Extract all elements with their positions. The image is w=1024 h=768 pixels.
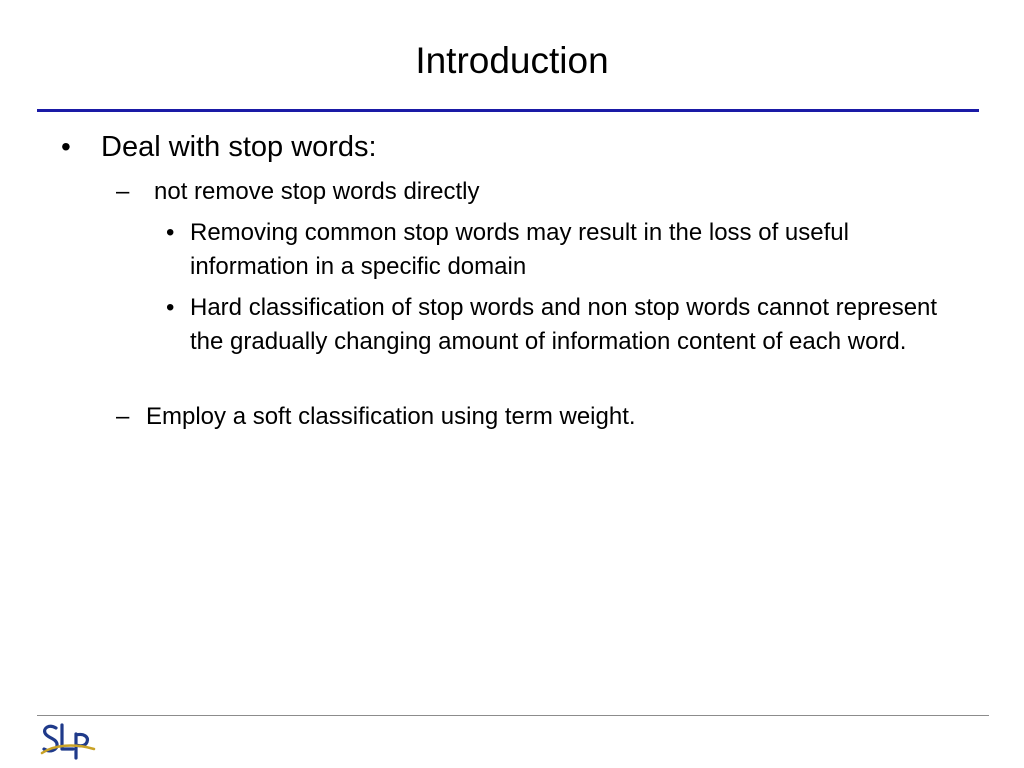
bullet-text: Deal with stop words:: [101, 131, 377, 163]
bullet-marker: •: [166, 294, 175, 321]
bullet-text: Employ a soft classification using term weight.: [146, 403, 636, 430]
footer-divider: [37, 715, 989, 716]
dash-marker: –: [116, 178, 130, 205]
bullet-text: not remove stop words directly: [154, 178, 480, 205]
title-divider: [37, 109, 979, 112]
slide-title: Introduction: [415, 40, 609, 81]
dash-marker: –: [116, 403, 130, 430]
slp-logo-icon: [40, 720, 96, 762]
bullet-marker: •: [166, 219, 175, 246]
bullet-text: Hard classification of stop words and non stop words cannot represent the gradually changing amount of information content of each word.: [190, 294, 938, 355]
bullet-text: Removing common stop words may result in the loss of useful information in a specific domain: [190, 219, 849, 280]
bullet-marker: •: [61, 131, 71, 162]
